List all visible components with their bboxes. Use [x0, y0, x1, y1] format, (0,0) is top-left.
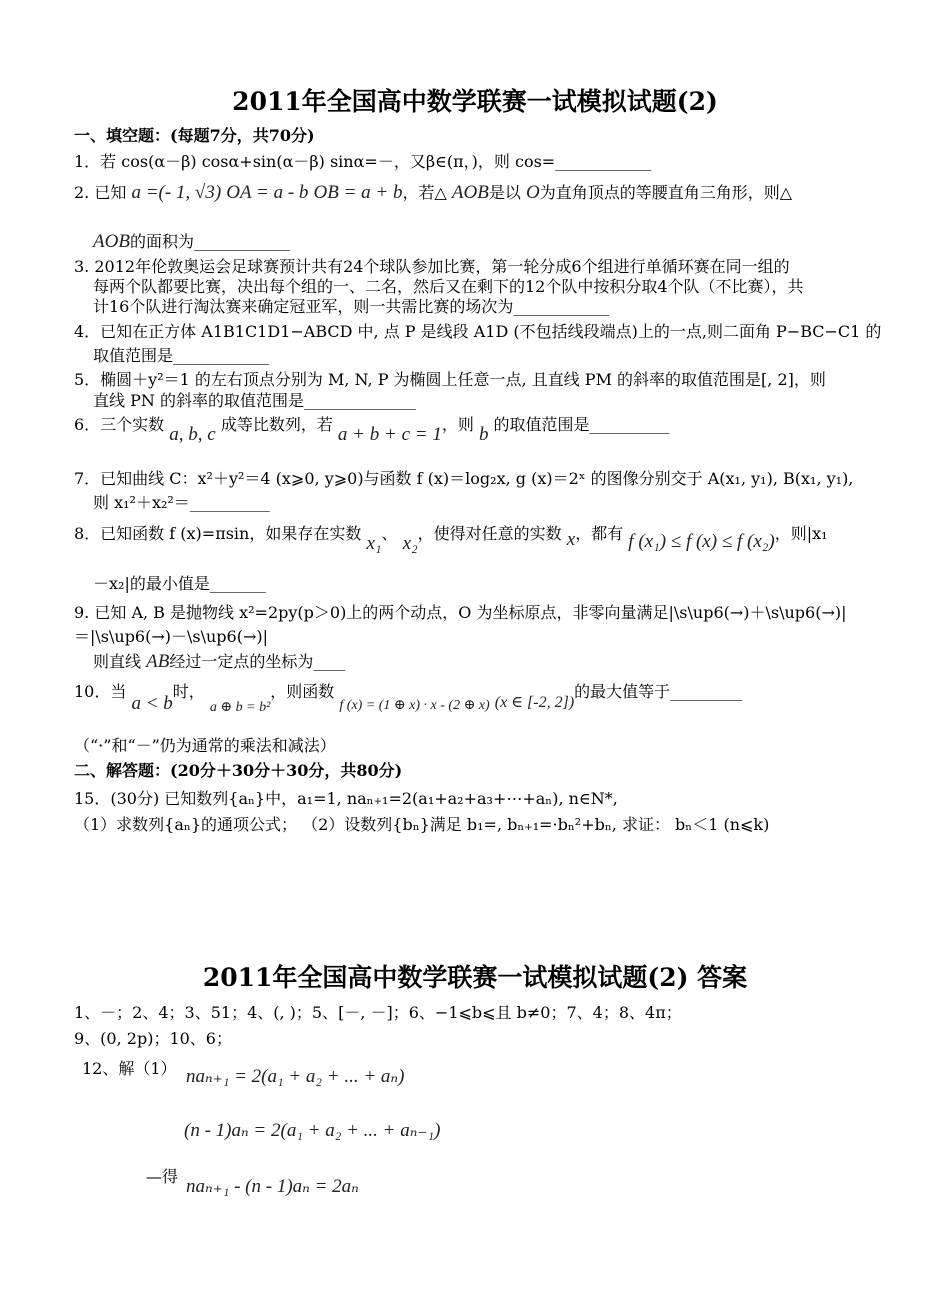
answer-12-minus-label: —得 [146, 1167, 179, 1186]
question-8-x2: x₂ [402, 533, 418, 554]
question-3-line-2: 每两个队都要比赛，决出每个组的一、二名，然后又在剩下的12个队中按积分取4个队（不比赛），共 [93, 277, 804, 296]
question-9-line-ab: AB [146, 651, 170, 672]
question-1: 1．若 cos(α－β) cosα+sin(α－β) sinα=－，又β∈(π，)，则 cos=____________ [74, 152, 652, 171]
question-10-text-d: 的最大值等于_________ [574, 682, 743, 701]
answers-title: 2011年全国高中数学联赛一试模拟试题(2) 答案 [202, 963, 748, 992]
question-8-x1: x₁ [366, 533, 382, 554]
question-6-text-c: ，则 [441, 415, 474, 434]
question-2-text-e: 的面积为____________ [129, 232, 290, 251]
question-2-vector-ob: OB = a + b [313, 182, 403, 203]
question-8-text-a: 8．已知函数 f (x)=πsin，如果存在实数 [74, 524, 362, 543]
question-2-text-c: 是以 [488, 183, 521, 202]
question-3-line-3: 计16个队进行淘汰赛来确定冠亚军，则一共需比赛的场次为____________ [93, 297, 610, 316]
question-2-text-d: 为直角顶点的等腰直角三角形，则△ [539, 183, 792, 202]
question-6-reals: a, b, c [169, 424, 216, 445]
question-8-separator: 、 [381, 524, 398, 543]
answer-12-label: 12、解（1） [82, 1059, 177, 1078]
question-5-line-2: 直线 PN 的斜率的取值范围是______________ [93, 391, 416, 410]
answers-line-2: 9、(0, 2p)；10、6； [74, 1029, 232, 1048]
question-4-line-1: 4．已知在正方体 A1B1C1D1−ABCD 中, 点 P 是线段 A1D (不包括线段端点)上的一点,则二面角 P−BC−C1 的 [74, 322, 882, 341]
question-2-triangle: AOB [451, 182, 489, 203]
question-10-operation: a ⊕ b = b² [209, 700, 271, 715]
question-6 [74, 414, 670, 445]
question-10-text-c: ，则函数 [270, 682, 335, 701]
question-7-line-2: 则 x₁²＋x₂²＝__________ [93, 493, 270, 512]
question-7-line-1: 7．已知曲线 C：x²＋y²＝4 (x⩾0, y⩾0)与函数 f (x)＝log₂x, g (x)＝2ˣ 的图像分别交于 A(x₁, y₁), B(x₁, y₁), [74, 469, 854, 488]
question-9-line-1: 9. 已知 A, B 是抛物线 x²=2py(p＞0)上的两个动点，O 为坐标原点，非零向量满足|\s\up6(→)＋\s\up6(→)| [74, 603, 847, 622]
question-10-note: （“·”和“－”仍为通常的乘法和减法） [74, 736, 336, 755]
question-15-line-2: （1）求数列{aₙ}的通项公式； （2）设数列{bₙ}满足 b₁=, bₙ₊₁=·bₙ²+bₙ, 求证： bₙ＜1 (n⩽k) [74, 815, 770, 834]
answer-12-equation-1: naₙ₊₁ = 2(a₁ + a₂ + ... + aₙ) [186, 1066, 405, 1087]
answer-12-equation-3: naₙ₊₁ - (n - 1)aₙ = 2aₙ [186, 1176, 359, 1197]
question-9-text-b: 经过一定点的坐标为____ [169, 652, 346, 671]
question-10-text-a: 10．当 [74, 682, 127, 701]
question-2-vertex: O [525, 182, 540, 203]
question-2-vector-oa: OA = a - b [226, 182, 309, 203]
question-8-inequality: f (x₁) ≤ f (x) ≤ f (x₂) [628, 531, 775, 552]
question-3-line-1: 3. 2012年伦敦奥运会足球赛预计共有24个球队参加比赛，第一轮分成6个组进行单循环赛在同一组的 [74, 257, 790, 276]
question-4-line-2: 取值范围是____________ [93, 346, 270, 365]
page-title: 2011年全国高中数学联赛一试模拟试题(2) [232, 87, 718, 116]
question-2-text-a: 2. 已知 [74, 183, 127, 202]
section-answer-heading: 二、解答题：(20分＋30分＋30分，共80分) [74, 761, 403, 780]
question-10-domain: (x ∈ [-2, 2]) [494, 694, 575, 711]
question-10-text-b: 时， [172, 682, 205, 701]
question-2 [74, 182, 792, 204]
question-10-function: f (x) = (1 ⊕ x) · x - (2 ⊕ x) [339, 698, 490, 713]
question-6-text-a: 6．三个实数 [74, 415, 165, 434]
question-10 [74, 681, 743, 715]
question-2-vector-a: a =(- 1, √3) [131, 182, 222, 203]
question-15-line-1: 15．(30分) 已知数列{aₙ}中，a₁=1, naₙ₊₁=2(a₁+a₂+a₃+⋯+aₙ), n∈N*, [74, 789, 618, 808]
question-9-text-a: 则直线 [93, 652, 142, 671]
question-6-sum: a + b + c = 1 [337, 424, 442, 445]
question-8-text-d: ，则|x₁ [774, 524, 828, 543]
answer-12-equation-2: (n - 1)aₙ = 2(a₁ + a₂ + ... + aₙ₋₁) [184, 1120, 441, 1141]
question-10-condition: a < b [131, 693, 173, 714]
question-8-x: x [566, 529, 576, 550]
question-8 [74, 523, 828, 554]
question-9-line-3 [93, 651, 345, 673]
question-2-text-b: ，若△ [402, 183, 447, 202]
question-9-line-2: ＝|\s\up6(→)－\s\up6(→)| [74, 627, 269, 646]
section-fill-in-heading: 一、填空题：(每题7分，共70分) [74, 126, 315, 145]
question-8-text-b: ，使得对任意的实数 [417, 524, 562, 543]
question-8-text-c: ，都有 [575, 524, 624, 543]
question-2-cont [93, 231, 290, 253]
question-6-text-d: 的取值范围是__________ [493, 415, 670, 434]
question-6-b: b [478, 424, 489, 445]
question-2-triangle-2: AOB [93, 231, 130, 252]
question-8-line-2: －x₂|的最小值是_______ [93, 574, 266, 593]
answers-line-1: 1、－；2、4；3、51；4、(, )；5、[－, －]；6、−1⩽b⩽且 b≠0；7、4；8、4π； [74, 1003, 682, 1022]
question-6-text-b: 成等比数列，若 [220, 415, 333, 434]
question-5-line-1: 5．椭圆＋y²＝1 的左右顶点分别为 M, N, P 为椭圆上任意一点, 且直线 PM 的斜率的取值范围是[, 2]，则 [74, 370, 826, 389]
